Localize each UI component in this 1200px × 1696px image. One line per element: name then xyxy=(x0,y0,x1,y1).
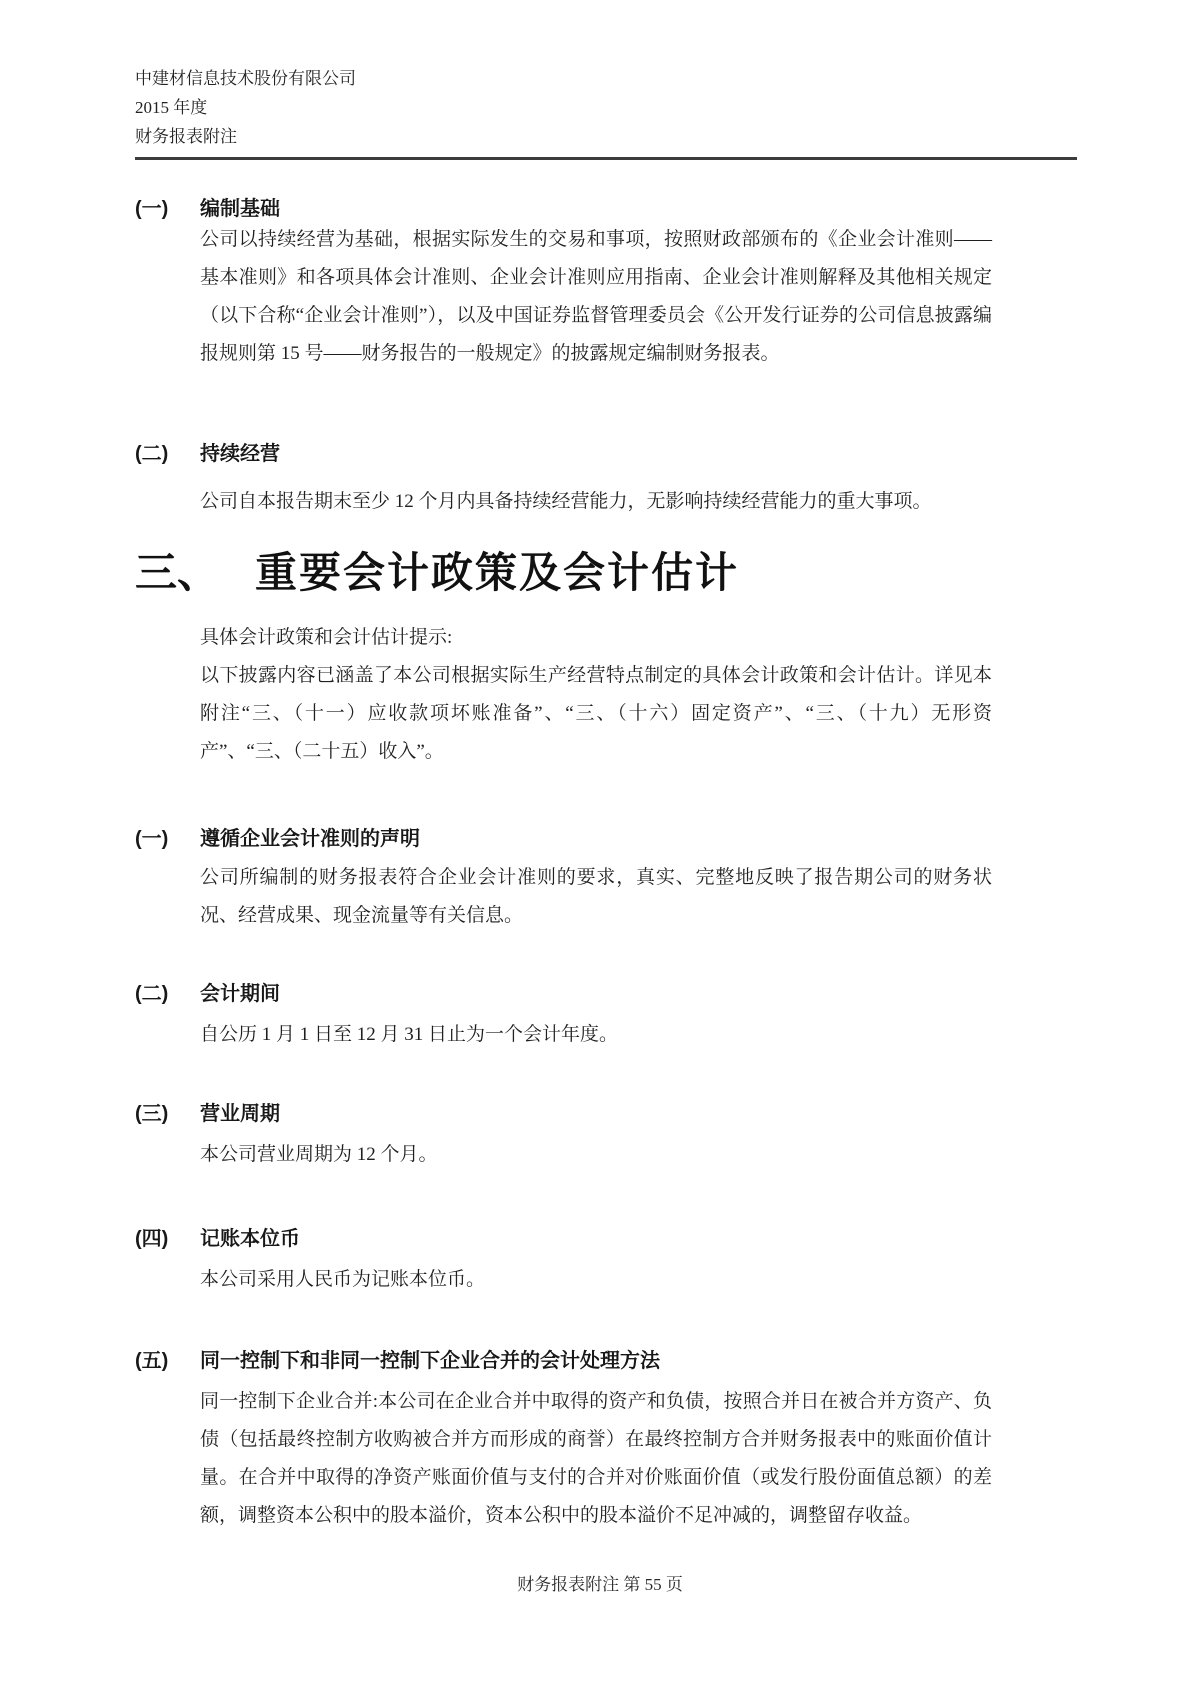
subsection-functional-currency-body: 本公司采用人民币为记账本位币。 xyxy=(200,1269,486,1290)
subsection-accounting-period-body: 自公历 1 月 1 日至 12 月 31 日止为一个会计年度。 xyxy=(200,1024,619,1045)
section-label: (一) xyxy=(135,198,169,220)
section-basis-heading xyxy=(135,196,1035,222)
section-basis-body: 公司以持续经营为基础，根据实际发生的交易和事项，按照财政部颁布的《企业会计准则——基本准则》和各项具体会计准则、企业会计准则应用指南、企业会计准则解释及其他相关规定（以下合称“企业会计准则”），以及中国证券监督管理委员会《公开发行证券的公司信息披露编报规则第 15 号——财务报告的一般规定》的披露规定编制财务报表。 xyxy=(200,229,992,364)
section-title: 持续经营 xyxy=(200,443,280,465)
page-header xyxy=(135,64,1077,160)
subsection-accounting-period-heading xyxy=(135,981,1035,1007)
subsection-operating-cycle-heading xyxy=(135,1101,1035,1127)
subsection-compliance-body: 公司所编制的财务报表符合企业会计准则的要求，真实、完整地反映了报告期公司的财务状况、经营成果、现金流量等有关信息。 xyxy=(200,867,992,926)
chapter-title: 重要会计政策及会计估计 xyxy=(255,549,740,596)
fiscal-year: 2015 年度 xyxy=(135,98,208,117)
section-label: (一) xyxy=(135,828,169,850)
section-label: (五) xyxy=(135,1350,169,1372)
section-label: (四) xyxy=(135,1228,169,1250)
page-footer: 财务报表附注 第 55 页 xyxy=(517,1575,683,1594)
chapter-heading xyxy=(135,549,1095,597)
subsection-operating-cycle-body: 本公司营业周期为 12 个月。 xyxy=(200,1144,438,1165)
subsection-business-combination-heading xyxy=(135,1348,1035,1374)
section-title: 会计期间 xyxy=(200,983,280,1005)
chapter-note-line: 具体会计政策和会计估计提示: xyxy=(200,627,453,648)
section-title: 遵循企业会计准则的声明 xyxy=(200,828,420,850)
section-title: 记账本位币 xyxy=(200,1228,300,1250)
section-title: 编制基础 xyxy=(200,198,280,220)
section-label: (二) xyxy=(135,443,169,465)
chapter-intro: 以下披露内容已涵盖了本公司根据实际生产经营特点制定的具体会计政策和会计估计。详见本附注“三、（十一）应收款项坏账准备”、“三、（十六）固定资产”、“三、（十九）无形资产”、“三、（二十五）收入”。 xyxy=(200,665,992,762)
section-title: 同一控制下和非同一控制下企业合并的会计处理方法 xyxy=(200,1350,660,1372)
subsection-business-combination-body: 同一控制下企业合并:本公司在企业合并中取得的资产和负债，按照合并日在被合并方资产、负债（包括最终控制方收购被合并方而形成的商誉）在最终控制方合并财务报表中的账面价值计量。在合并中取得的净资产账面价值与支付的合并对价账面价值（或发行股份面值总额）的差额，调整资本公积中的股本溢价，资本公积中的股本溢价不足冲减的，调整留存收益。 xyxy=(200,1391,992,1526)
section-label: (二) xyxy=(135,983,169,1005)
section-label: (三) xyxy=(135,1103,169,1125)
subsection-functional-currency-heading xyxy=(135,1226,1035,1252)
subsection-compliance-heading xyxy=(135,826,1035,852)
chapter-number: 三、 xyxy=(135,549,220,596)
document-title: 财务报表附注 xyxy=(135,127,237,146)
company-name: 中建材信息技术股份有限公司 xyxy=(135,69,356,88)
section-going-concern-heading xyxy=(135,441,1035,467)
section-going-concern-body: 公司自本报告期末至少 12 个月内具备持续经营能力，无影响持续经营能力的重大事项。 xyxy=(200,491,932,512)
section-title: 营业周期 xyxy=(200,1103,280,1125)
